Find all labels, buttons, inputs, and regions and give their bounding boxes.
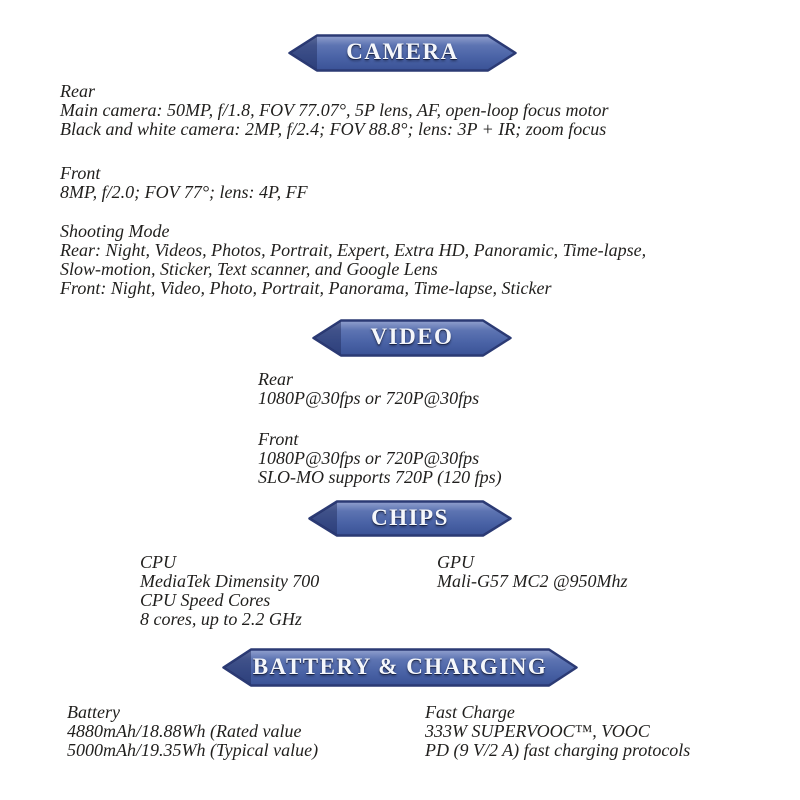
spec-heading: GPU	[437, 552, 474, 572]
spec-line: Front: Night, Video, Photo, Portrait, Panorama, Time-lapse, Sticker	[60, 278, 552, 298]
spec-line: 5000mAh/19.35Wh (Typical value)	[67, 740, 319, 760]
spec-heading: Fast Charge	[425, 702, 515, 722]
chips-gpu-column	[437, 553, 628, 591]
spec-line: 1080P@30fps or 720P@30fps	[258, 448, 480, 468]
battery-fast-charge-column	[425, 703, 690, 760]
camera-section-title: CAMERA	[346, 39, 459, 64]
spec-line: CPU Speed Cores	[140, 590, 271, 610]
camera-shooting-mode-block	[60, 222, 646, 298]
spec-line: MediaTek Dimensity 700	[140, 571, 320, 591]
spec-line: PD (9 V/2 A) fast charging protocols	[425, 740, 691, 760]
battery-section-title: BATTERY & CHARGING	[252, 653, 548, 679]
camera-front-block	[60, 164, 308, 202]
spec-line: Main camera: 50MP, f/1.8, FOV 77.07°, 5P lens, AF, open-loop focus motor	[60, 100, 609, 120]
spec-heading: Shooting Mode	[60, 221, 170, 241]
battery-capacity-column	[67, 703, 318, 760]
spec-line: 333W SUPERVOOC™, VOOC	[425, 721, 650, 741]
spec-line: Rear: Night, Videos, Photos, Portrait, Expert, Extra HD, Panoramic, Time-lapse,	[60, 240, 647, 260]
camera-rear-block	[60, 82, 609, 139]
camera-section-banner	[288, 33, 517, 73]
battery-section-banner	[222, 647, 578, 688]
spec-heading: Rear	[60, 81, 95, 101]
chips-section-title: CHIPS	[371, 504, 449, 530]
chips-cpu-column	[140, 553, 319, 629]
video-section-title: VIDEO	[370, 324, 454, 349]
video-section-banner	[312, 318, 512, 358]
spec-line: Black and white camera: 2MP, f/2.4; FOV 88.8°; lens: 3P + IR; zoom focus	[60, 119, 607, 139]
spec-line: 8 cores, up to 2.2 GHz	[140, 609, 302, 629]
spec-line: 8MP, f/2.0; FOV 77°; lens: 4P, FF	[60, 182, 308, 202]
spec-line: SLO-MO supports 720P (120 fps)	[258, 467, 502, 487]
spec-line: Slow-motion, Sticker, Text scanner, and Google Lens	[60, 259, 438, 279]
video-front-block	[258, 430, 502, 487]
spec-heading: Rear	[258, 369, 293, 389]
spec-heading: Battery	[67, 702, 120, 722]
spec-heading: Front	[258, 429, 299, 449]
spec-heading: Front	[60, 163, 101, 183]
spec-line: 1080P@30fps or 720P@30fps	[258, 388, 480, 408]
spec-line: 4880mAh/18.88Wh (Rated value	[67, 721, 302, 741]
chips-section-banner	[308, 499, 512, 538]
spec-line: Mali-G57 MC2 @950Mhz	[437, 571, 628, 591]
video-rear-block	[258, 370, 479, 408]
spec-heading: CPU	[140, 552, 176, 572]
